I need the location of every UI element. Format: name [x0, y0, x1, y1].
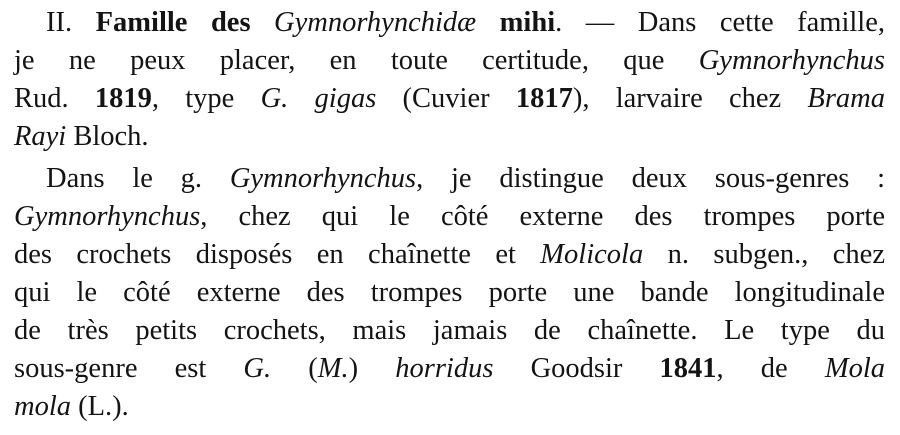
bold-text: 1817: [515, 83, 573, 114]
italic-text: G.: [243, 353, 272, 384]
text-run: , de: [716, 353, 825, 384]
text-run: (: [271, 353, 318, 384]
text-run: , type: [151, 83, 261, 114]
text-run: Bloch.: [66, 121, 149, 152]
italic-text: horridus: [395, 353, 494, 384]
bold-text: 1841: [659, 353, 717, 384]
text-run: , je distingue deux sous-genres :: [416, 163, 886, 194]
text-run: . — Dans cette famille,: [555, 7, 885, 38]
text-run: je ne peux placer, en toute certitude, que: [14, 45, 699, 76]
italic-text: Rayi: [14, 121, 67, 152]
text-run: n. subgen., chez: [643, 239, 885, 270]
italic-text: Gymnorhynchidæ: [274, 7, 477, 38]
text-run: , chez qui le côté externe des trompes porte: [200, 201, 885, 232]
text-line: [14, 236, 885, 274]
text-line: [46, 4, 885, 42]
text-run: Goodsir: [493, 353, 660, 384]
text-run: qui le côté externe des trompes porte une bande longitudinale: [14, 277, 885, 308]
bold-text: Famille des: [95, 7, 275, 38]
text-run: sous-genre est: [14, 353, 244, 384]
text-run: ): [348, 353, 396, 384]
text-line: [14, 388, 885, 426]
text-line: [14, 80, 885, 118]
text-run: Dans le g.: [46, 163, 230, 194]
text-run: de très petits crochets, mais jamais de chaînette. Le type du: [14, 315, 885, 346]
italic-text: Molicola: [540, 239, 644, 270]
text-run: (Cuvier: [376, 83, 516, 114]
italic-text: G. gigas: [260, 83, 377, 114]
text-line: [14, 198, 885, 236]
text-line: [14, 350, 885, 388]
text-line: [46, 160, 885, 198]
bold-text: 1819: [94, 83, 152, 114]
text-line: [14, 274, 885, 312]
italic-text: mola: [14, 391, 71, 422]
text-line: [14, 118, 885, 156]
italic-text: Mola: [824, 353, 885, 384]
text-line: [14, 42, 885, 80]
italic-text: M.: [317, 353, 349, 384]
italic-text: Brama: [807, 83, 885, 114]
text-run: ), larvaire chez: [572, 83, 808, 114]
italic-text: Gymnorhynchus: [229, 163, 417, 194]
text-run: Rud.: [14, 83, 95, 114]
text-run: des crochets disposés en chaînette et: [14, 239, 541, 270]
italic-text: Gymnorhynchus: [14, 201, 201, 232]
text-line: [14, 312, 885, 350]
italic-text: Gymnorhynchus: [698, 45, 885, 76]
bold-text: mihi: [476, 7, 556, 38]
text-run: II.: [46, 7, 96, 38]
text-run: (L.).: [71, 391, 129, 422]
